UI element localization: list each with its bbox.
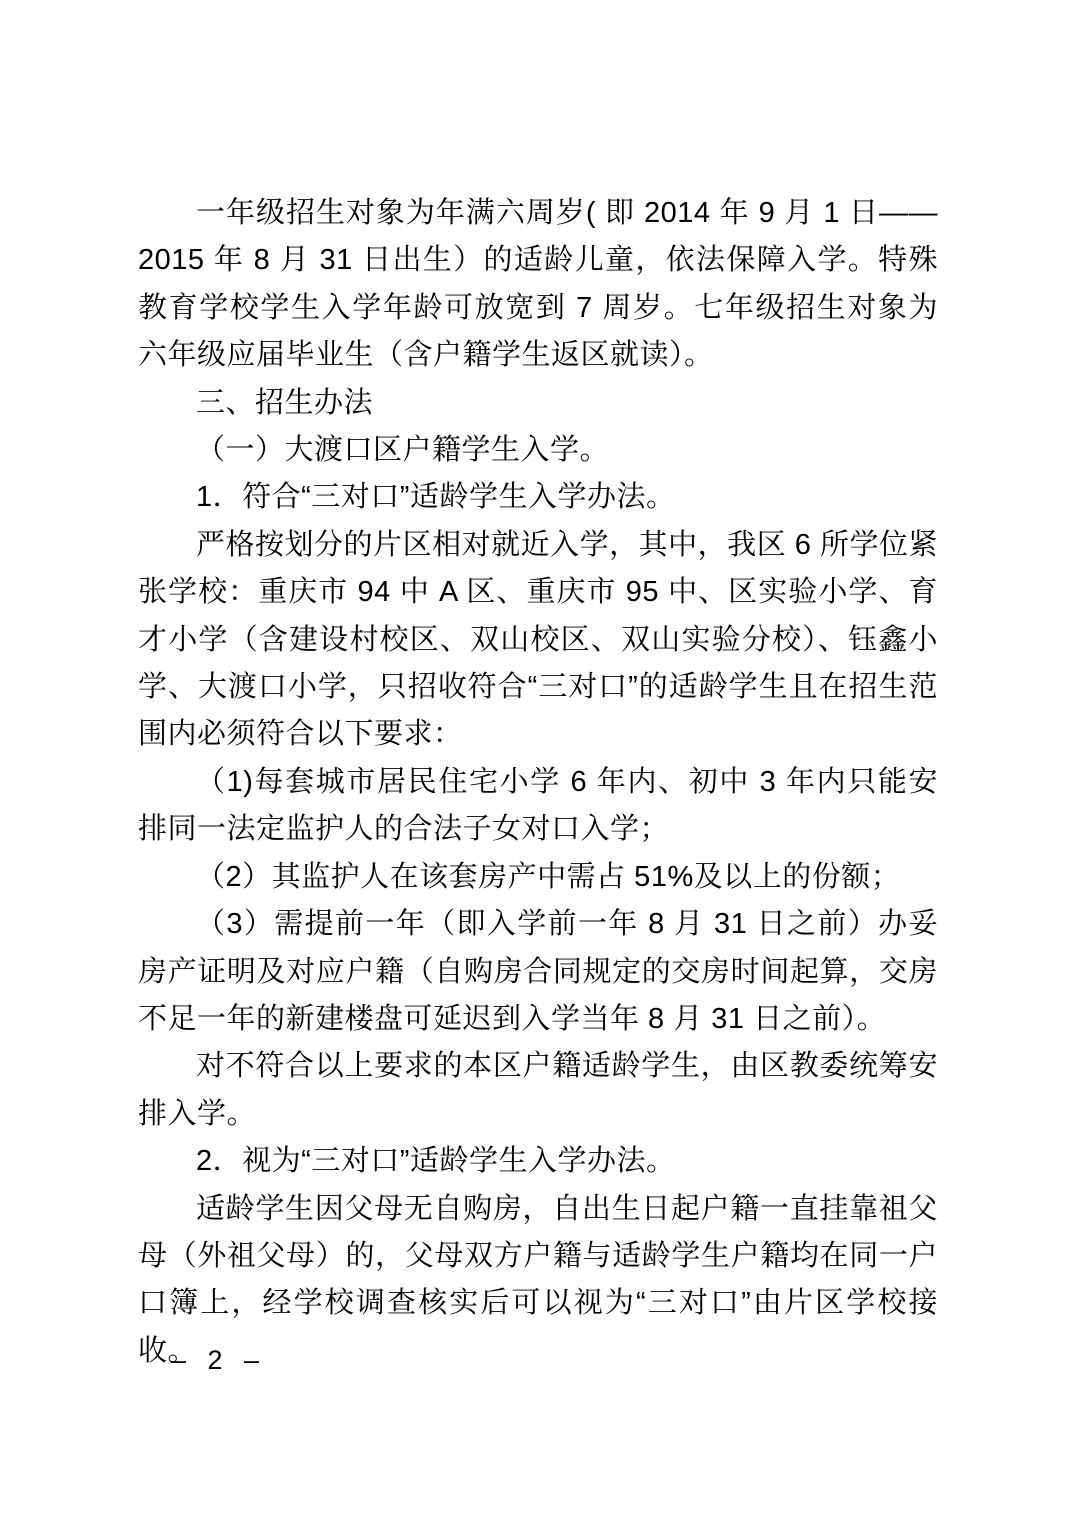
paragraph-fallback-arrangement: 对不符合以上要求的本区户籍适龄学生，由区教委统筹安排入学。 [138,1050,938,1130]
list-item-rule-3-advance-registration: （3）需提前一年（即入学前一年 8 月 31 日之前）办妥房产证明及对应户籍（自购房合同规定的交房时间起算，交房不足一年的新建楼盘可延迟到入学当年 8 月 31 日之前）。 [138,908,938,1035]
page-number: – 2 – [171,1345,261,1375]
list-item-rule-1-one-family-per-home: （1)每套城市居民住宅小学 6 年内、初中 3 年内只能安排同一法定监护人的合法子女对口入学； [138,765,938,846]
heading-section-three-enrollment-methods: 三、招生办法 [196,386,374,419]
list-item-rule-2-ownership-share: （2）其监护人在该套房产中需占 51%及以上的份额； [196,860,901,893]
heading-item-2-deemed-three-matches: 2．视为“三对口”适龄学生入学办法。 [196,1145,676,1178]
paragraph-zoned-schools-requirements: 严格按划分的片区相对就近入学，其中，我区 6 所学位紧张学校：重庆市 94 中 A 区、重庆市 95 中、区实验小学、育才小学（含建设村校区、双山校区、双山实验分校）、钰鑫小学、大渡口小学，只招收符合“三对口”的适龄学生且在招生范围内必须符合以下要求： [138,528,938,751]
paragraph-grandparent-household-rule: 适龄学生因父母无自购房，自出生日起户籍一直挂靠祖父母（外祖父母）的，父母双方户籍与适龄学生户籍均在同一户口簿上，经学校调查核实后可以视为“三对口”由片区学校接收。 [138,1192,938,1367]
heading-subsection-one-district-household: （一）大渡口区户籍学生入学。 [196,434,610,467]
document-body [138,190,938,1375]
heading-item-1-three-matches-method: 1．符合“三对口”适龄学生入学办法。 [196,481,676,514]
paragraph-grade1-enrollment-age: 一年级招生对象为年满六周岁( 即 2014 年 9 月 1 日——2015 年 8 月 31 日出生）的适龄儿童，依法保障入学。特殊教育学校学生入学年龄可放宽到 7 周岁。七年级招生对象为六年级应届毕业生（含户籍学生返区就读）。 [138,197,938,372]
